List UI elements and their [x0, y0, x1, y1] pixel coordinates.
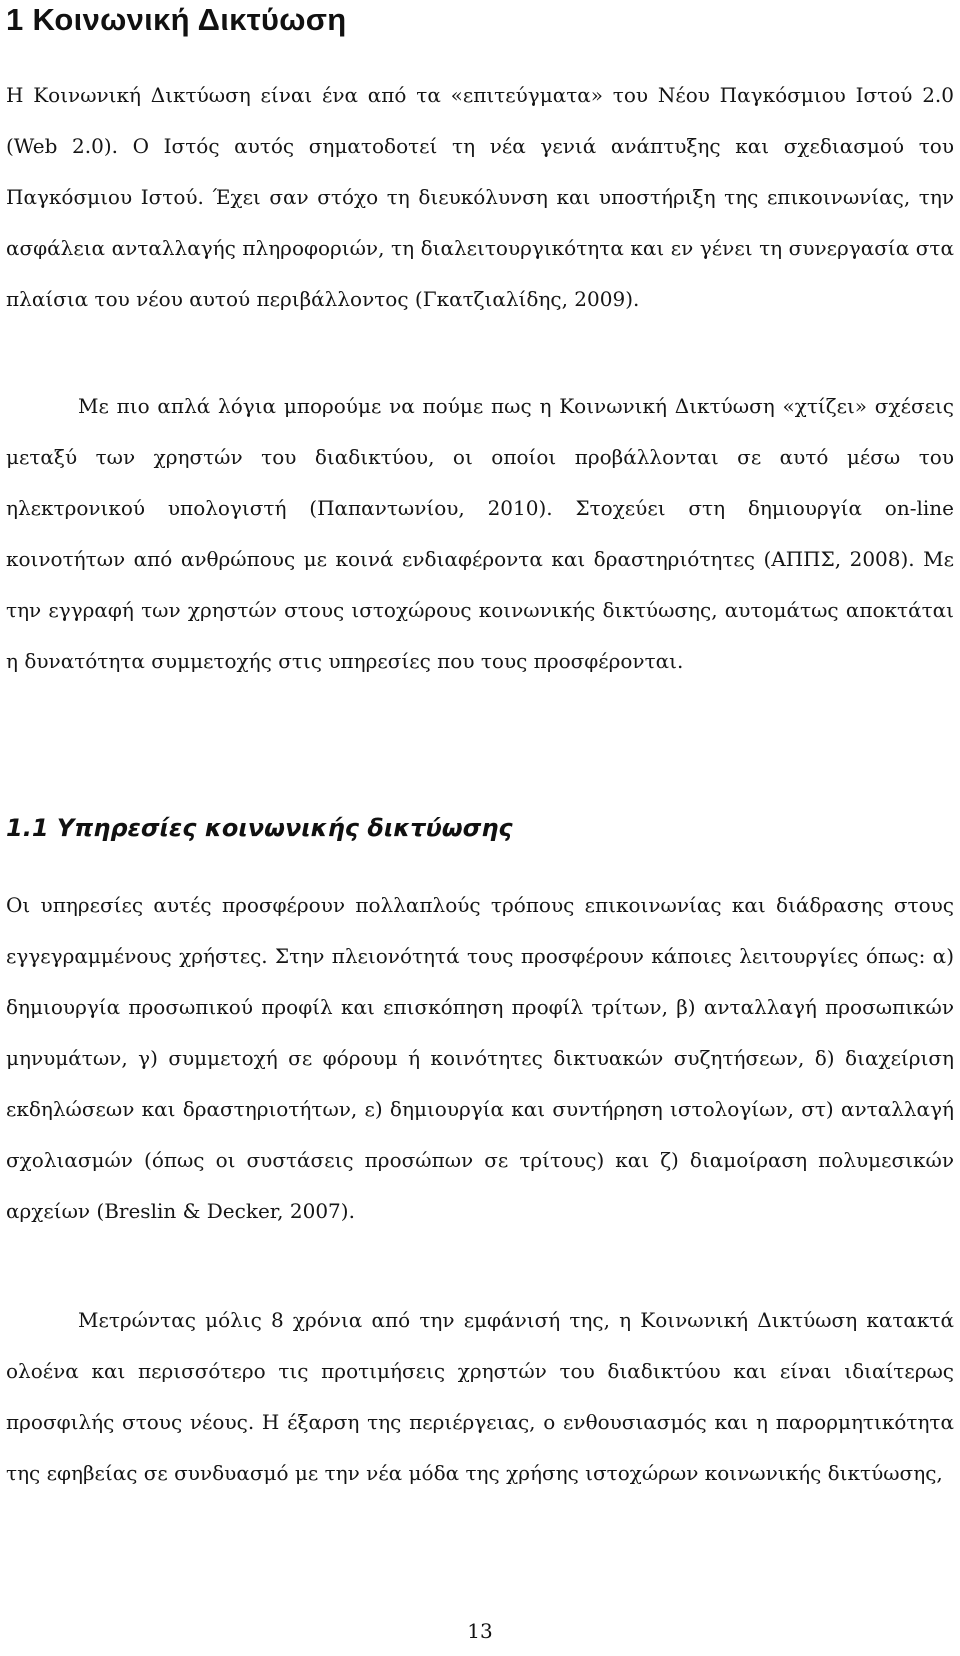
section-heading: 1 Κοινωνική Δικτύωση: [6, 2, 347, 37]
paragraph-services: Οι υπηρεσίες αυτές προσφέρουν πολλαπλούς τρόπους επικοινωνίας και διάδρασης στους εγγεγραμμένους χρήστες. Στην πλειονότητά τους προσφέρουν κάποιες λειτουργίες όπως: α) δημιουργία προσωπικού προφίλ και επισκόπηση προφίλ τρίτων, β) ανταλλαγή προσωπικών μηνυμάτων, γ) συμμετοχή σε φόρουμ ή κοινότητες δικτυακών συζητήσεων, δ) διαχείριση εκδηλώσεων και δραστηριοτήτων, ε) δημιουργία και συντήρηση ιστολογίων, στ) ανταλλαγή σχολιασμών (όπως οι συστάσεις προσώπων σε τρίτους) και ζ) διαμοίραση πολυμεσικών αρχείων (Breslin & Decker, 2007).: [6, 893, 954, 1223]
paragraph-intro: Η Κοινωνική Δικτύωση είναι ένα από τα «επιτεύγματα» του Νέου Παγκόσμιου Ιστού 2.0 (Web 2.0). Ο Ιστός αυτός σηματοδοτεί τη νέα γενιά ανάπτυξης και σχεδιασμού του Παγκόσμιου Ιστού. Έχει σαν στόχο τη διευκόλυνση και υποστήριξη της επικοινωνίας, την ασφάλεια ανταλλαγής πληροφοριών, τη διαλειτουργικότητα και εν γένει τη συνεργασία στα πλαίσια του νέου αυτού περιβάλλοντος (Γκατζιαλίδης, 2009).: [6, 83, 954, 311]
paragraph-simple-words: Με πιο απλά λόγια μπορούμε να πούμε πως η Κοινωνική Δικτύωση «χτίζει» σχέσεις μεταξύ των χρηστών του διαδικτύου, οι οποίοι προβάλλονται σε αυτό μέσω του ηλεκτρονικού υπολογιστή (Παπαντωνίου, 2010). Στοχεύει στη δημιουργία on-line κοινοτήτων από ανθρώπους με κοινά ενδιαφέροντα και δραστηριότητες (ΑΠΠΣ, 2008). Με την εγγραφή των χρηστών στους ιστοχώρους κοινωνικής δικτύωσης, αυτομάτως αποκτάται η δυνατότητα συμμετοχής στις υπηρεσίες που τους προσφέρονται.: [6, 394, 954, 673]
page-number: 13: [467, 1619, 493, 1643]
paragraph-popularity: Μετρώντας μόλις 8 χρόνια από την εμφάνισή της, η Κοινωνική Δικτύωση κατακτά ολοένα και περισσότερο τις προτιμήσεις χρηστών του διαδικτύου και είναι ιδιαίτερως προσφιλής στους νέους. Η έξαρση της περιέργειας, ο ενθουσιασμός και η παρορμητικότητα της εφηβείας σε συνδυασμό με την νέα μόδα της χρήσης ιστοχώρων κοινωνικής δικτύωσης,: [6, 1308, 954, 1485]
subsection-heading: 1.1 Υπηρεσίες κοινωνικής δικτύωσης: [6, 814, 513, 842]
